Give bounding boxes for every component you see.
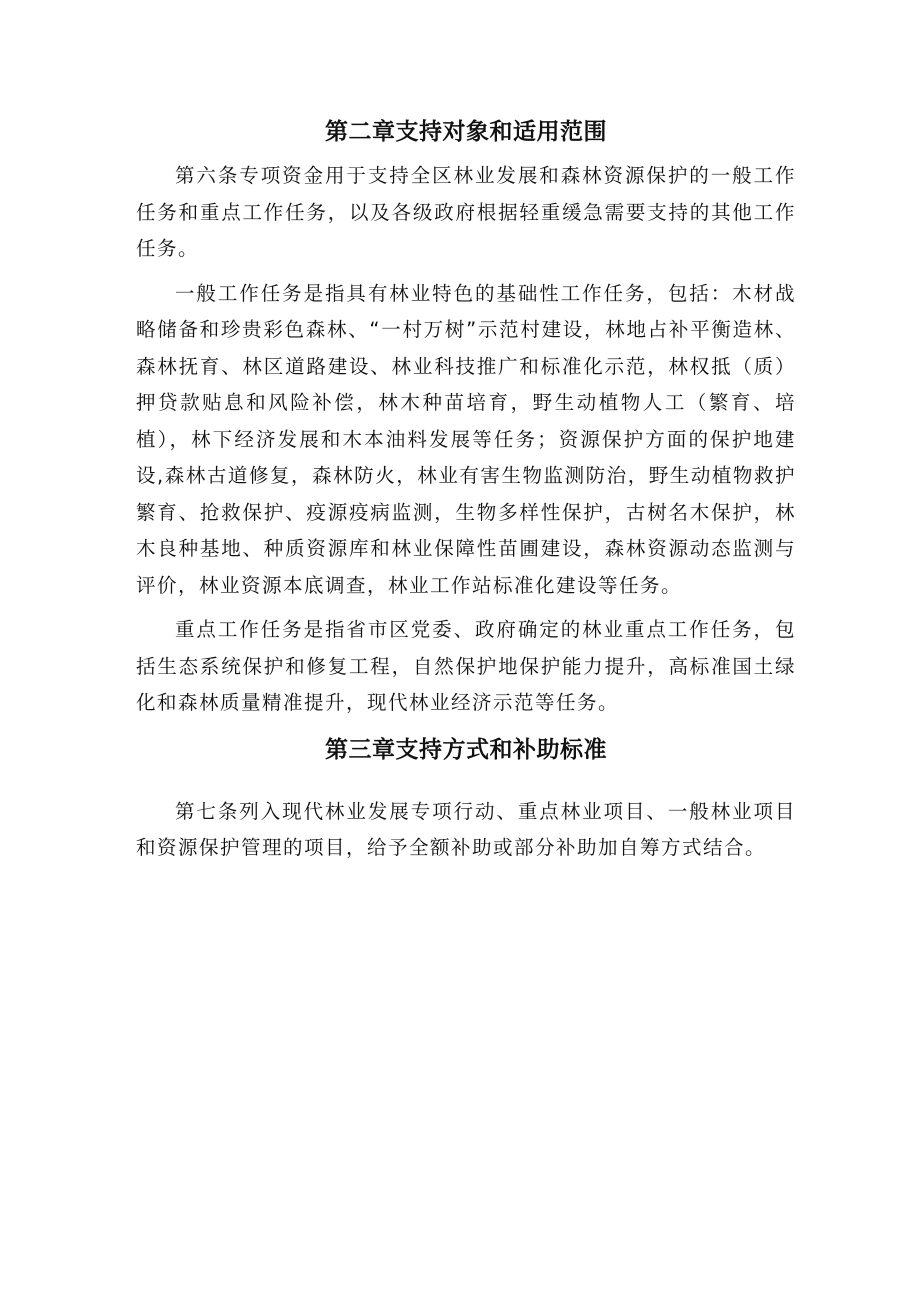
- key-tasks-paragraph: 重点工作任务是指省市区党委、政府确定的林业重点工作任务，包括生态系统保护和修复工程，自然保护地保护能力提升，高标准国土绿化和森林质量精准提升，现代林业经济示范等任务。: [136, 618, 796, 714]
- chapter-3-title: 第三章支持方式和补助标准: [325, 736, 607, 763]
- chapter-2-title: 第二章支持对象和适用范围: [325, 119, 607, 145]
- general-tasks-paragraph: 一般工作任务是指具有林业特色的基础性工作任务，包括：木材战略储备和珍贵彩色森林、“一村万树”示范村建设，林地占补平衡造林、森林抚育、林区道路建设、林业科技推广和标准化示范，林权抵（质）押贷款贴息和风险补偿，林木种苗培育，野生动植物人工（繁育、培植），林下经济发展和木本油料发展等任务；资源保护方面的保护地建设,森林古道修复，森林防火，林业有害生物监测防治，野生动植物救护繁育、抢救保护、疫源疫病监测，生物多样性保护，古树名木保护，林木良种基地、种质资源库和林业保障性苗圃建设，森林资源动态监测与评价，林业资源本底调查，林业工作站标准化建设等任务。: [136, 281, 796, 597]
- document-body: [136, 112, 796, 875]
- article-6-paragraph: 第六条专项资金用于支持全区林业发展和森林资源保护的一般工作任务和重点工作任务，以及各级政府根据轻重缓急需要支持的其他工作任务。: [136, 164, 796, 260]
- article-7-paragraph: 第七条列入现代林业发展专项行动、重点林业项目、一般林业项目和资源保护管理的项目，给予全额补助或部分补助加自筹方式结合。: [136, 799, 796, 859]
